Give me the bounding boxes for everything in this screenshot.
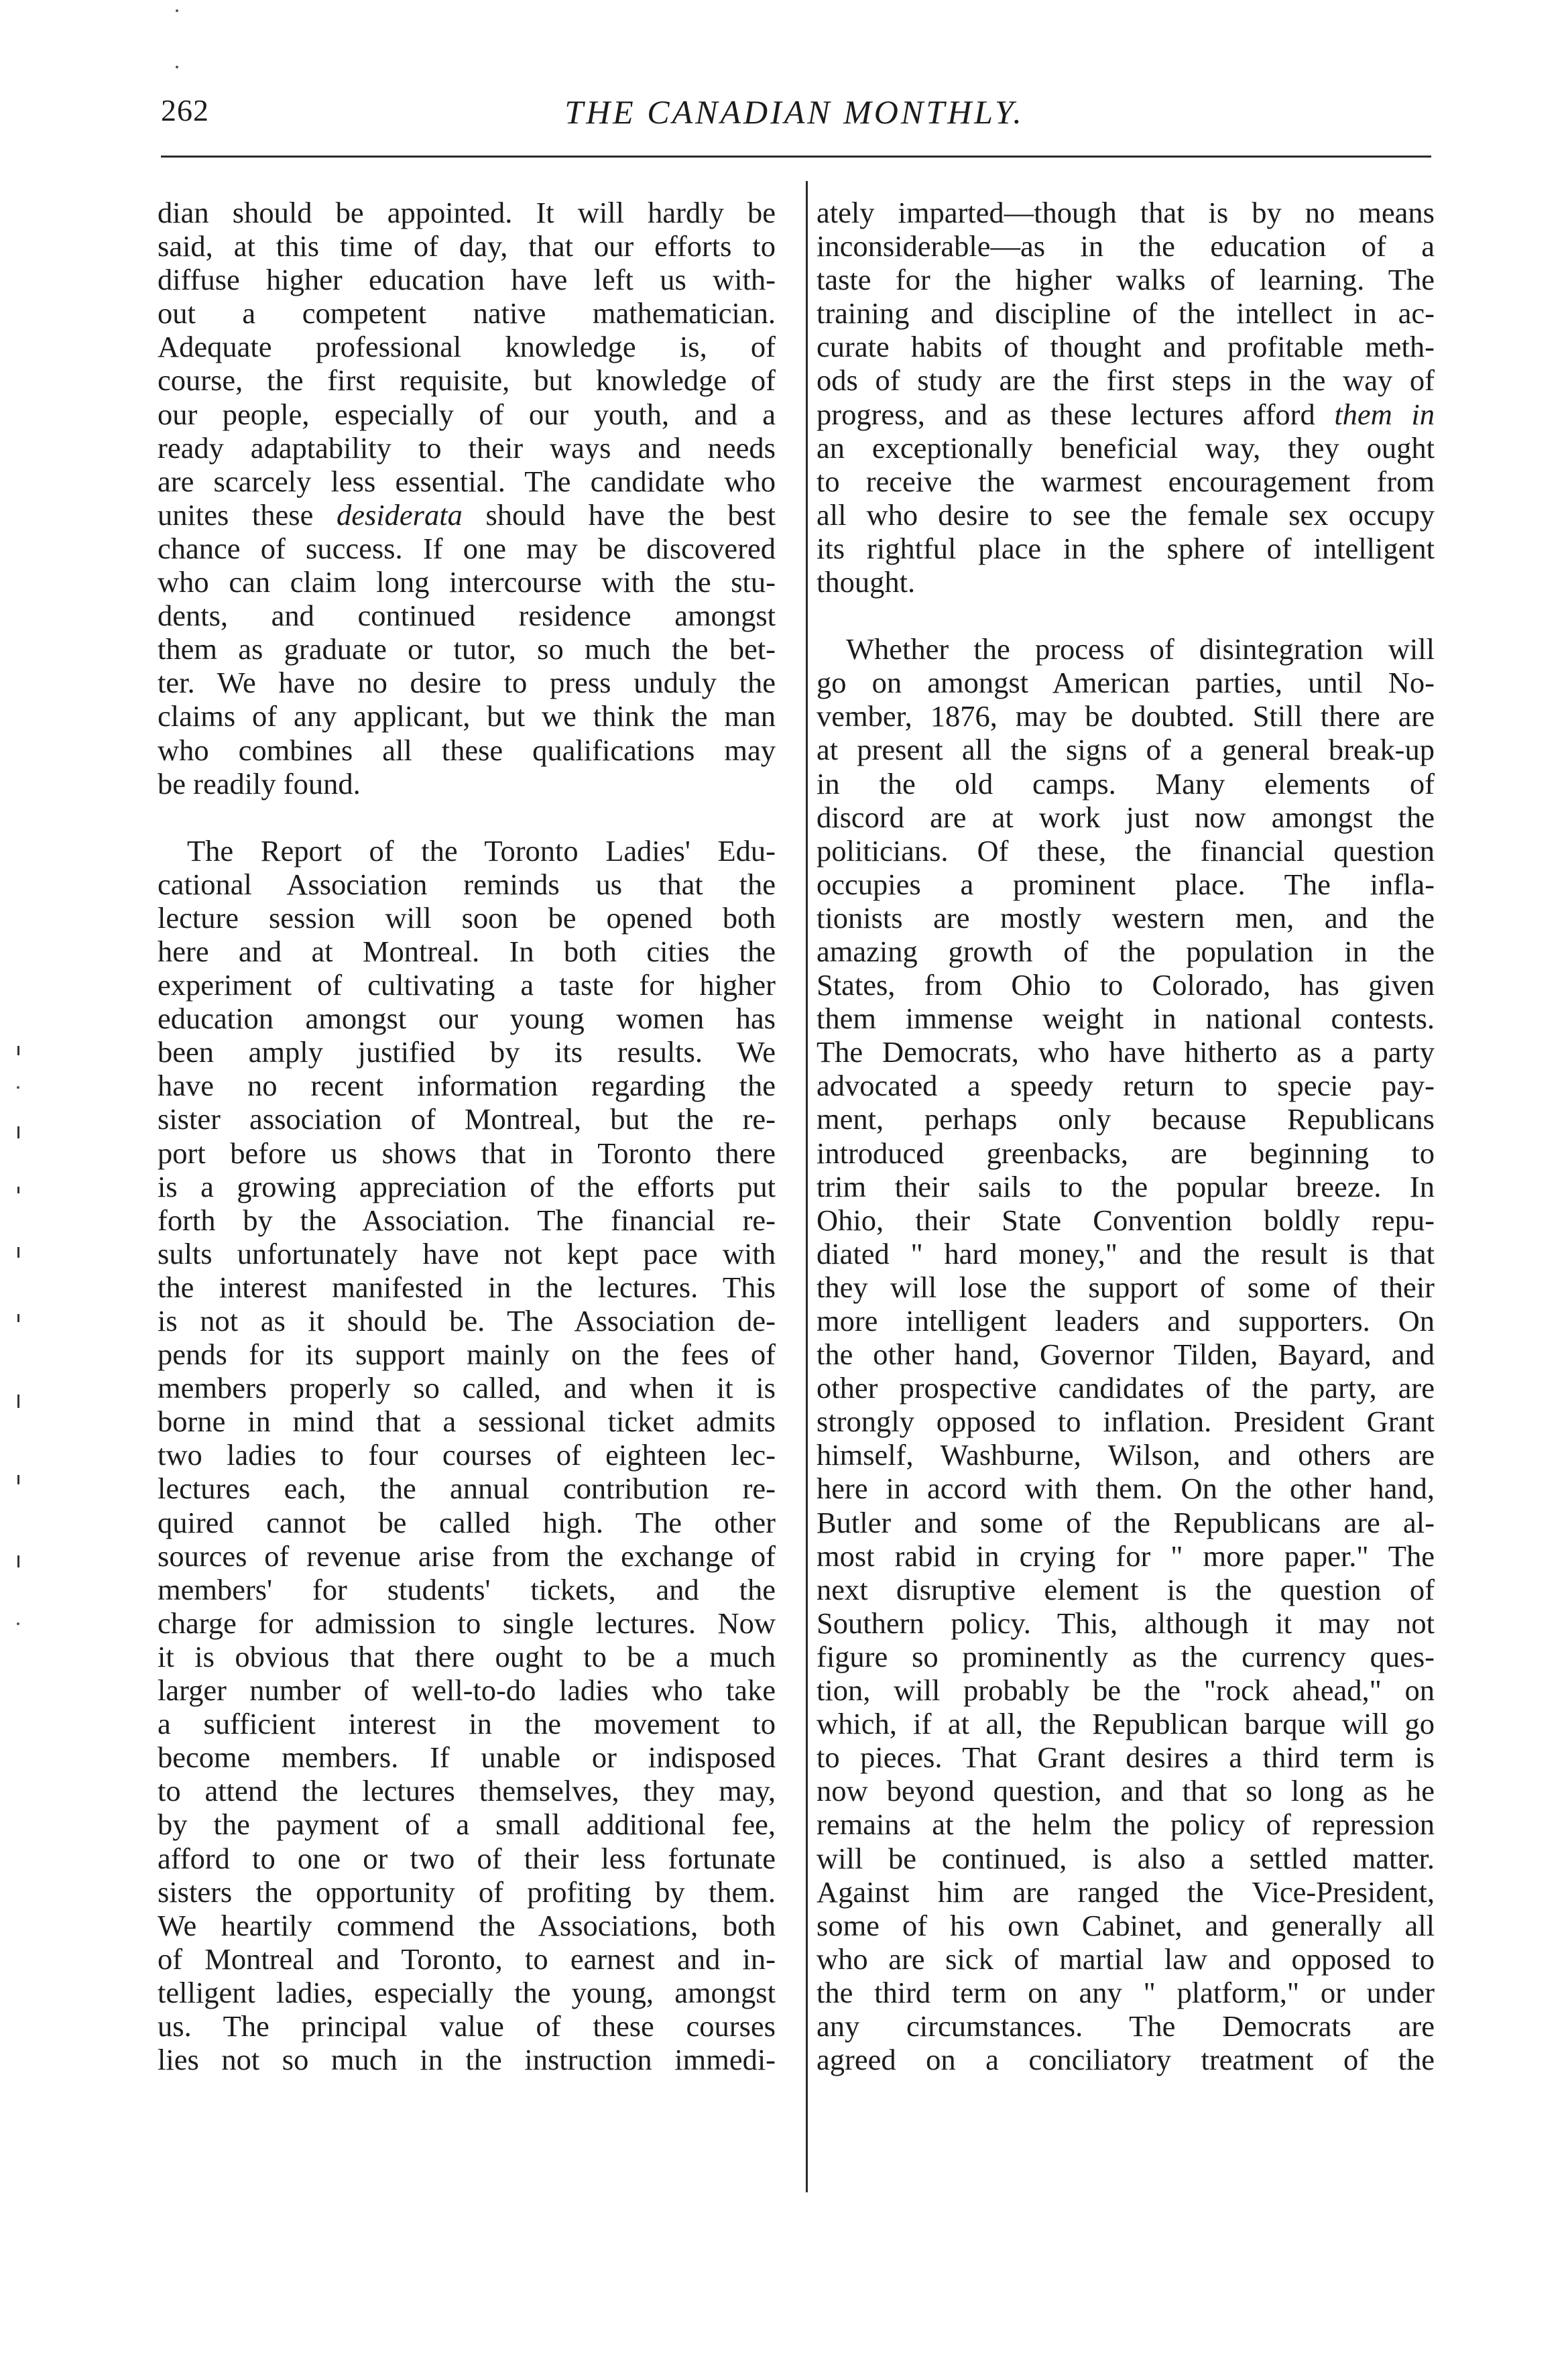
text-line: experiment of cultivating a taste for higher: [158, 968, 776, 1002]
text-line: members properly so called, and when it is: [158, 1371, 776, 1405]
text-line: port before us shows that in Toronto there: [158, 1136, 776, 1170]
text-line: telligent ladies, especially the young, amongst: [158, 1975, 776, 2009]
text-line: which, if at all, the Republican barque will go: [817, 1707, 1435, 1741]
text-line: of Montreal and Toronto, to earnest and in-: [158, 1942, 776, 1976]
text-line: our people, especially of our youth, and a: [158, 397, 776, 431]
text-line: ment, perhaps only because Republicans: [817, 1102, 1435, 1136]
text-line: The Democrats, who have hitherto as a party: [817, 1035, 1435, 1069]
paragraph-gap: [817, 599, 1435, 632]
text-line: any circumstances. The Democrats are: [817, 2009, 1435, 2043]
text-line: at present all the signs of a general break-up: [817, 733, 1435, 767]
text-line: go on amongst American parties, until No-: [817, 666, 1435, 700]
text-line: advocated a speedy return to specie pay-: [817, 1069, 1435, 1103]
margin-scan-marks: [11, 1046, 31, 1649]
page-number: 262: [161, 93, 209, 127]
text-line: who are sick of martial law and opposed to: [817, 1942, 1435, 1976]
text-line: become members. If unable or indisposed: [158, 1740, 776, 1775]
text-line: dents, and continued residence amongst: [158, 599, 776, 633]
text-line: diated " hard money," and the result is that: [817, 1236, 1435, 1270]
text-line: them immense weight in national contests.: [817, 1002, 1435, 1036]
text-line: sources of revenue arise from the exchange of: [158, 1539, 776, 1573]
text-line: tionists are mostly western men, and the: [817, 900, 1435, 935]
text-line: been amply justified by its results. We: [158, 1035, 776, 1069]
text-line: to pieces. That Grant desires a third term is: [817, 1740, 1435, 1775]
text-line: cational Association reminds us that the: [158, 867, 776, 901]
text-line: curate habits of thought and profitable meth-: [817, 330, 1435, 364]
text-line: occupies a prominent place. The infla-: [817, 867, 1435, 901]
scan-dot: [176, 66, 178, 68]
text-line: larger number of well-to-do ladies who take: [158, 1673, 776, 1708]
text-line: thought.: [817, 565, 916, 599]
text-line: progress, and as these lectures afford them in: [817, 397, 1435, 431]
text-line: taste for the higher walks of learning. The: [817, 263, 1435, 297]
text-line: lies not so much in the instruction immedi-: [158, 2043, 776, 2077]
text-line: is a growing appreciation of the efforts put: [158, 1169, 776, 1203]
text-line: ods of study are the first steps in the way of: [817, 363, 1435, 398]
text-line: be readily found.: [158, 766, 361, 800]
text-line: The Report of the Toronto Ladies' Edu-: [187, 833, 776, 868]
text-line: unites these desiderata should have the best: [158, 497, 776, 532]
text-line: agreed on a conciliatory treatment of the: [817, 2043, 1435, 2077]
text-line: two ladies to four courses of eighteen lec-: [158, 1438, 776, 1472]
right-column: [817, 196, 1435, 2076]
text-line: introduced greenbacks, are beginning to: [817, 1136, 1435, 1170]
text-line: afford to one or two of their less fortunate: [158, 1841, 776, 1875]
text-line: himself, Washburne, Wilson, and others are: [817, 1438, 1435, 1472]
text-line: Adequate professional knowledge is, of: [158, 330, 776, 364]
text-line: ready adaptability to their ways and needs: [158, 430, 776, 465]
text-line: by the payment of a small additional fee,: [158, 1807, 776, 1842]
text-line: sults unfortunately have not kept pace with: [158, 1236, 776, 1270]
text-line: dian should be appointed. It will hardly be: [158, 196, 776, 229]
text-line: an exceptionally beneficial way, they ought: [817, 430, 1435, 465]
page-header: [161, 93, 1428, 146]
text-line: Ohio, their State Convention boldly repu-: [817, 1203, 1435, 1237]
text-line: a sufficient interest in the movement to: [158, 1707, 776, 1741]
text-line: are scarcely less essential. The candidate who: [158, 464, 776, 498]
text-line: to attend the lectures themselves, they may,: [158, 1774, 776, 1808]
text-line: claims of any applicant, but we think the man: [158, 699, 776, 733]
text-line: trim their sails to the popular breeze. In: [817, 1169, 1435, 1203]
column-divider: [806, 181, 808, 2192]
text-line: lecture session will soon be opened both: [158, 900, 776, 935]
text-line: the other hand, Governor Tilden, Bayard, and: [817, 1338, 1435, 1372]
text-line: some of his own Cabinet, and generally all: [817, 1908, 1435, 1942]
text-line: quired cannot be called high. The other: [158, 1505, 776, 1539]
text-line: said, at this time of day, that our efforts to: [158, 229, 776, 263]
text-line: amazing growth of the population in the: [817, 934, 1435, 968]
text-line: strongly opposed to inflation. President Grant: [817, 1405, 1435, 1439]
text-line: us. The principal value of these courses: [158, 2009, 776, 2043]
text-line: ter. We have no desire to press unduly the: [158, 666, 776, 700]
text-line: who can claim long intercourse with the stu-: [158, 565, 776, 599]
text-line: education amongst our young women has: [158, 1002, 776, 1036]
text-line: them as graduate or tutor, so much the bet-: [158, 632, 776, 666]
text-line: We heartily commend the Associations, both: [158, 1908, 776, 1942]
paragraph-gap: [158, 800, 776, 834]
text-line: here in accord with them. On the other hand,: [817, 1472, 1435, 1506]
text-line: the third term on any " platform," or under: [817, 1975, 1435, 2009]
text-line: vember, 1876, may be doubted. Still there are: [817, 699, 1435, 733]
text-line: training and discipline of the intellect in ac-: [817, 296, 1435, 331]
text-line: all who desire to see the female sex occupy: [817, 497, 1435, 532]
text-line: Southern policy. This, although it may not: [817, 1606, 1435, 1640]
text-line: sisters the opportunity of profiting by them.: [158, 1875, 776, 1909]
left-column: [158, 196, 776, 2076]
text-line: sister association of Montreal, but the re-: [158, 1102, 776, 1136]
text-line: Against him are ranged the Vice-President,: [817, 1875, 1435, 1909]
text-line: remains at the helm the policy of repression: [817, 1807, 1435, 1842]
text-line: more intelligent leaders and supporters. On: [817, 1304, 1435, 1338]
text-line: tion, will probably be the "rock ahead," on: [817, 1673, 1435, 1708]
text-line: now beyond question, and that so long as he: [817, 1774, 1435, 1808]
text-line: to receive the warmest encouragement from: [817, 464, 1435, 498]
text-line: Whether the process of disintegration will: [846, 632, 1435, 666]
text-line: other prospective candidates of the party, are: [817, 1371, 1435, 1405]
text-line: borne in mind that a sessional ticket admits: [158, 1405, 776, 1439]
text-line: pends for its support mainly on the fees of: [158, 1338, 776, 1372]
text-line: lectures each, the annual contribution re-: [158, 1472, 776, 1506]
text-line: in the old camps. Many elements of: [817, 766, 1435, 800]
text-line: out a competent native mathematician.: [158, 296, 776, 331]
text-line: chance of success. If one may be discovered: [158, 531, 776, 565]
text-line: most rabid in crying for " more paper." The: [817, 1539, 1435, 1573]
text-line: States, from Ohio to Colorado, has given: [817, 968, 1435, 1002]
scan-dot: [176, 9, 178, 12]
text-line: the interest manifested in the lectures. This: [158, 1270, 776, 1304]
text-line: members' for students' tickets, and the: [158, 1572, 776, 1606]
text-line: Butler and some of the Republicans are al-: [817, 1505, 1435, 1539]
text-line: next disruptive element is the question of: [817, 1572, 1435, 1606]
text-line: figure so prominently as the currency ques-: [817, 1639, 1435, 1673]
text-line: will be continued, is also a settled matter.: [817, 1841, 1435, 1875]
text-line: diffuse higher education have left us with-: [158, 263, 776, 297]
text-line: discord are at work just now amongst the: [817, 800, 1435, 834]
text-line: its rightful place in the sphere of intelligent: [817, 531, 1435, 565]
text-line: course, the first requisite, but knowledge of: [158, 363, 776, 398]
text-line: inconsiderable—as in the education of a: [817, 229, 1435, 263]
text-line: is not as it should be. The Association de-: [158, 1304, 776, 1338]
text-line: forth by the Association. The financial re-: [158, 1203, 776, 1237]
running-title: THE CANADIAN MONTHLY.: [564, 93, 1024, 131]
text-line: politicians. Of these, the financial question: [817, 833, 1435, 868]
text-line: they will lose the support of some of their: [817, 1270, 1435, 1304]
text-line: it is obvious that there ought to be a much: [158, 1639, 776, 1673]
text-line: have no recent information regarding the: [158, 1069, 776, 1103]
text-line: charge for admission to single lectures. Now: [158, 1606, 776, 1640]
text-line: who combines all these qualifications may: [158, 733, 776, 767]
text-line: ately imparted—though that is by no means: [817, 196, 1435, 229]
header-rule: [161, 156, 1431, 158]
text-line: here and at Montreal. In both cities the: [158, 934, 776, 968]
